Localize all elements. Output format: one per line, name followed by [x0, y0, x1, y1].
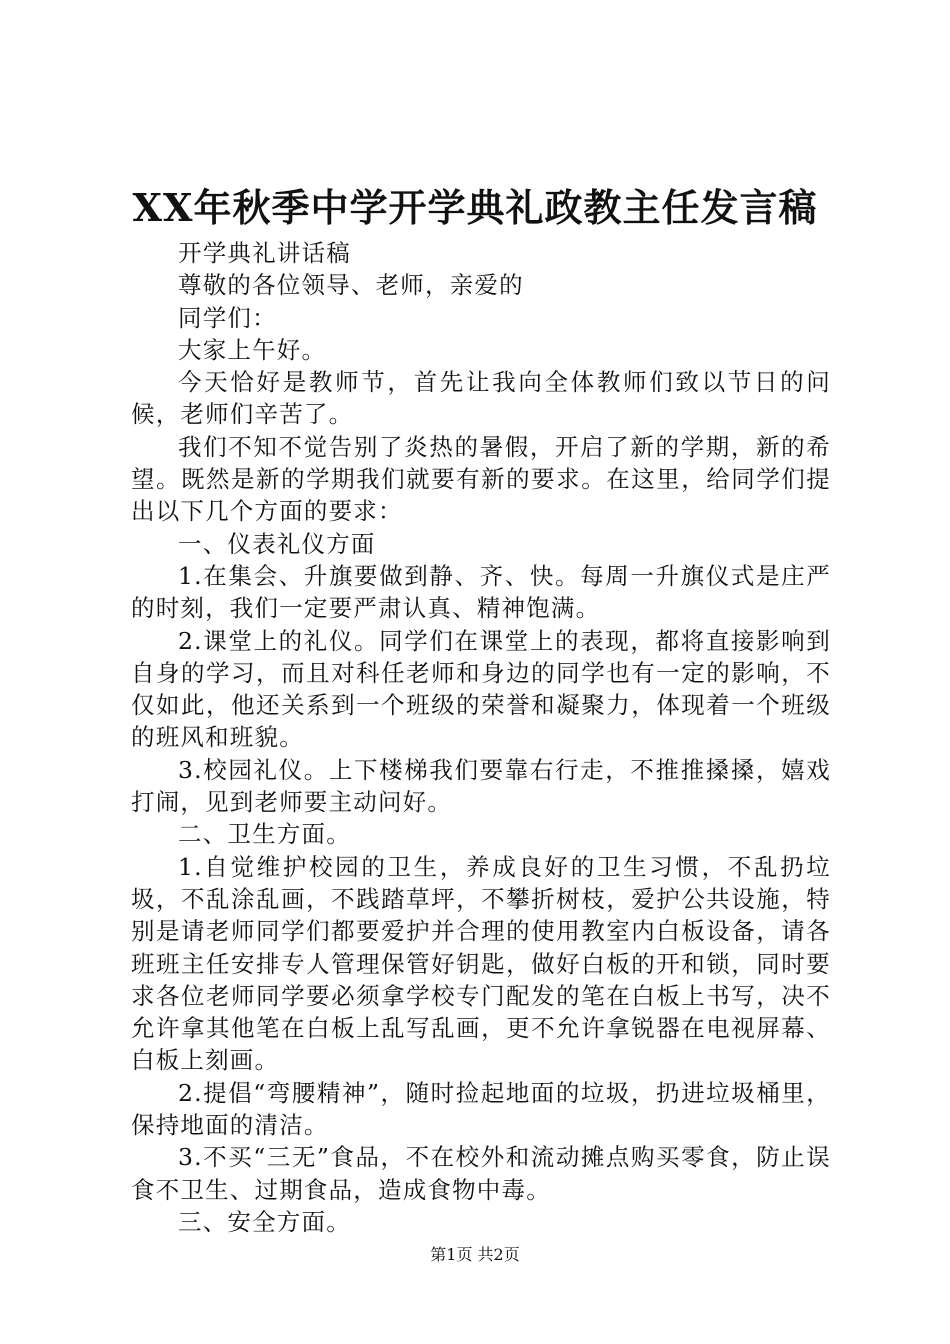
- paragraph: 开学典礼讲话稿: [178, 239, 351, 267]
- paragraph: 大家上午好。: [178, 335, 327, 364]
- section-heading: 一、仪表礼仪方面: [178, 529, 376, 558]
- paragraph: 1.在集会、升旗要做到静、齐、快。每周一升旗仪式是庄严的时刻，我们一定要严肃认真、精神饱满。: [131, 561, 831, 623]
- document-title: XX年秋季中学开学典礼政教主任发言稿: [132, 185, 818, 230]
- paragraph: 同学们：: [178, 303, 277, 332]
- page-footer: 第1页 共2页: [430, 1245, 520, 1264]
- paragraph: 3.校园礼仪。上下楼梯我们要靠右行走，不推推搡搡，嬉戏打闹，见到老师要主动问好。: [131, 755, 831, 817]
- paragraph: 3.不买“三无”食品，不在校外和流动摊点购买零食，防止误食不卫生、过期食品，造成食物中毒。: [131, 1143, 831, 1204]
- paragraph: 2.提倡“弯腰精神”，随时捡起地面的垃圾，扔进垃圾桶里，保持地面的清洁。: [131, 1078, 831, 1140]
- section-heading: 二、卫生方面。: [178, 820, 351, 849]
- document-body: [131, 237, 831, 1238]
- paragraph: 1.自觉维护校园的卫生，养成良好的卫生习惯，不乱扔垃圾，不乱涂乱画，不践踏草坪，不攀折树枝，爱护公共设施，特别是请老师同学们都要爱护并合理的使用教室内白板设备，请各班班主任安排专人管理保管好钥匙，做好白板的开和锁，同时要求各位老师同学要必须拿学校专门配发的笔在白板上书写，决不允许拿其他笔在白板上乱写乱画，更不允许拿锐器在电视屏幕、白板上刻画。: [131, 852, 831, 1075]
- section-heading: 三、安全方面。: [178, 1207, 351, 1236]
- paragraph: 今天恰好是教师节，首先让我向全体教师们致以节日的问候，老师们辛苦了。: [131, 368, 831, 429]
- paragraph: 我们不知不觉告别了炎热的暑假，开启了新的学期，新的希望。既然是新的学期我们就要有新的要求。在这里，给同学们提出以下几个方面的要求：: [131, 432, 831, 526]
- paragraph: 2.课堂上的礼仪。同学们在课堂上的表现，都将直接影响到自身的学习，而且对科任老师和身边的同学也有一定的影响，不仅如此，他还关系到一个班级的荣誉和凝聚力，体现着一个班级的班风和班貌。: [131, 626, 831, 752]
- paragraph: 尊敬的各位领导、老师，亲爱的: [178, 271, 524, 300]
